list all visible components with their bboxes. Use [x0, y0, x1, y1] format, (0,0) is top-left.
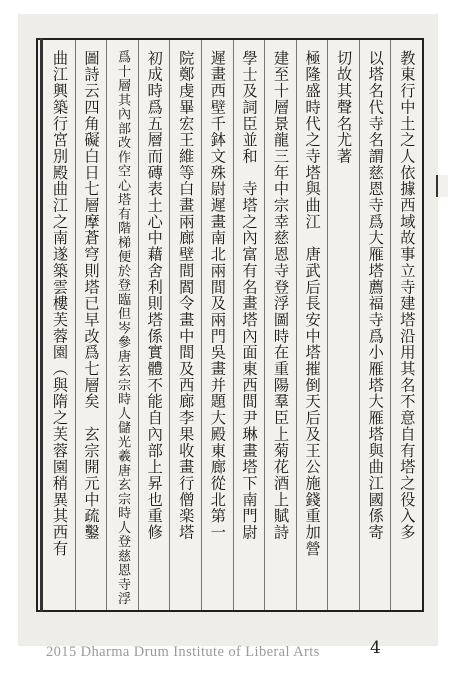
text-columns — [44, 40, 422, 610]
text-column-8 — [169, 40, 201, 610]
text-column-4 — [296, 40, 328, 610]
column-text: 建至十層景龍三年中宗幸慈恩寺登浮圖時在重陽羣臣上菊花酒上賦詩 — [271, 50, 290, 541]
fold-mark — [436, 175, 448, 197]
column-text: 極隆盛時代之寺塔與曲江 唐武后長安中塔摧倒天后及王公施錢重加營 — [303, 50, 322, 557]
column-text: 院鄭虔畢宏王維等白畫兩廊壁間閻令畫中間及西廊李果收畫行僧楽塔 — [177, 50, 196, 541]
text-column-3 — [327, 40, 359, 610]
text-column-10 — [106, 40, 138, 610]
text-column-1 — [390, 40, 422, 610]
text-column-12 — [44, 40, 75, 610]
column-text: 學士及詞臣並和 寺塔之內富有名畫塔內面東西間尹琳畫塔下南門尉 — [240, 50, 259, 541]
text-column-5 — [264, 40, 296, 610]
column-text: 以塔名代寺名謂慈恩寺爲大雁塔薦福寺爲小雁塔大雁塔與曲江國係寄 — [366, 50, 385, 541]
column-text: 初成時爲五層而磚表土心中藉舍利則塔係實體不能自內部上昇也重修 — [145, 50, 164, 541]
text-column-9 — [138, 40, 170, 610]
column-text: 教東行中土之人依據西域故事立寺建塔沿用其名不意自有塔之役入多 — [398, 50, 417, 541]
column-text: 爲十層其內部改作空心塔有階梯便於登臨但岑參唐玄宗時人儲光羲唐玄宗時人登慈恩寺浮 — [115, 50, 131, 606]
text-column-6 — [233, 40, 265, 610]
column-text: 曲江興築行宮別殿曲江之南遂築雲樓芙蓉園（與隋之芙蓉園稍異其西有 — [50, 50, 69, 557]
text-column-7 — [201, 40, 233, 610]
text-column-11 — [75, 40, 107, 610]
column-text: 遲畫西壁千鉢文殊尉遲畫南北兩間及兩門吳畫并題大殿東廊從北第一 — [208, 50, 227, 541]
column-text: 切故其聲名尤著 — [335, 50, 354, 165]
page-number: 4 — [370, 638, 381, 658]
column-text: 圖詩云四角礙白日七層摩蒼穹則塔已早改爲七層矣 玄宗開元中疏鑿 — [82, 50, 101, 541]
text-column-2 — [359, 40, 391, 610]
copyright-watermark: 2015 Dharma Drum Institute of Liberal Arts — [46, 644, 320, 660]
frame-double-rule — [40, 38, 43, 612]
